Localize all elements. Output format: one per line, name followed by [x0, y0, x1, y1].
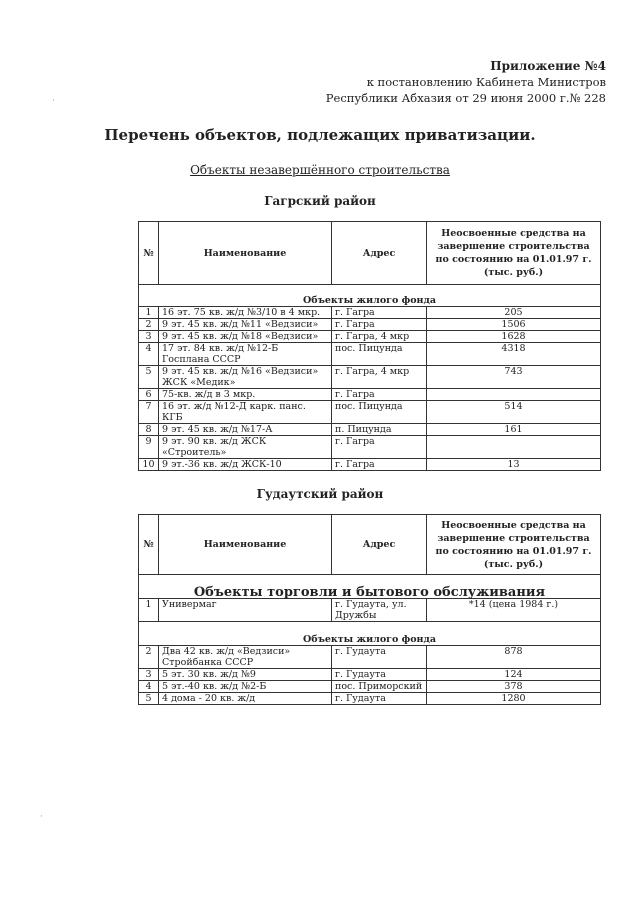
cell-name: 16 эт. ж/д №12-Д карк. панс. КГБ [159, 401, 332, 424]
table-row [139, 646, 601, 669]
table-row [139, 343, 601, 366]
cell-no: 7 [139, 401, 159, 424]
table-row [139, 669, 601, 681]
cell-name: Два 42 кв. ж/д «Ведзиси» Стройбанка СССР [159, 646, 332, 669]
cell-sum: 878 [427, 646, 601, 669]
cell-no: 1 [139, 307, 159, 319]
header-no: № [139, 515, 159, 575]
cell-address: г. Гудаута [332, 669, 427, 681]
page-title: Перечень объектов, подлежащих приватизации. [104, 126, 536, 144]
cell-no: 3 [139, 669, 159, 681]
cell-no: 5 [139, 366, 159, 389]
cell-no: 3 [139, 331, 159, 343]
cell-name: 75-кв. ж/д в 3 мкр. [159, 389, 332, 401]
cell-no: 8 [139, 424, 159, 436]
cell-no: 6 [139, 389, 159, 401]
cell-address: г. Гагра [332, 389, 427, 401]
cell-no: 4 [139, 681, 159, 693]
table-row [139, 693, 601, 705]
table-row [139, 319, 601, 331]
district-gudauta-title: Гудаутский район [256, 487, 384, 501]
gudauta-table [138, 514, 601, 705]
scan-mark: · [40, 812, 43, 822]
cell-sum: 1280 [427, 693, 601, 705]
cell-address: пос. Пицунда [332, 401, 427, 424]
section-housing: Объекты жилого фонда [139, 622, 601, 646]
cell-sum: 124 [427, 669, 601, 681]
scan-mark: · [52, 96, 55, 106]
table-row [139, 424, 601, 436]
cell-no: 10 [139, 459, 159, 471]
cell-sum: 4318 [427, 343, 601, 366]
cell-no: 2 [139, 319, 159, 331]
table-row [139, 389, 601, 401]
header-name: Наименование [159, 515, 332, 575]
cell-address: г. Гагра, 4 мкр [332, 366, 427, 389]
cell-sum: 1506 [427, 319, 601, 331]
section-housing: Объекты жилого фонда [139, 285, 601, 307]
table-header-row [139, 222, 601, 285]
section-row [139, 575, 601, 599]
table-row [139, 436, 601, 459]
table-row [139, 366, 601, 389]
cell-name: 16 эт. 75 кв. ж/д №3/10 в 4 мкр. [159, 307, 332, 319]
cell-no: 4 [139, 343, 159, 366]
cell-name: 17 эт. 84 кв. ж/д №12-Б Госплана СССР [159, 343, 332, 366]
section-trade: Объекты торговли и бытового обслуживания [139, 575, 601, 599]
cell-name: 5 эт. 30 кв. ж/д №9 [159, 669, 332, 681]
cell-sum [427, 389, 601, 401]
cell-address: г. Гудаута [332, 646, 427, 669]
appendix-block [326, 58, 606, 106]
header-address: Адрес [332, 515, 427, 575]
section-row [139, 285, 601, 307]
cell-address: г. Гагра [332, 319, 427, 331]
cell-address: г. Гудаута [332, 693, 427, 705]
header-sum: Неосвоенные средства на завершение строительства по состоянию на 01.01.97 г. (тыс. руб.) [427, 222, 601, 285]
cell-name: 9 эт. 90 кв. ж/д ЖСК «Строитель» [159, 436, 332, 459]
table-row [139, 331, 601, 343]
cell-address: г. Гагра, 4 мкр [332, 331, 427, 343]
cell-sum: 514 [427, 401, 601, 424]
table-row [139, 401, 601, 424]
cell-name: 9 эт. 45 кв. ж/д №18 «Ведзиси» [159, 331, 332, 343]
cell-address: пос. Пицунда [332, 343, 427, 366]
cell-address: пос. Приморский [332, 681, 427, 693]
cell-address: г. Гудаута, ул. Дружбы [332, 599, 427, 622]
table-header-row [139, 515, 601, 575]
cell-address: г. Гагра [332, 459, 427, 471]
cell-no: 1 [139, 599, 159, 622]
cell-sum: 1628 [427, 331, 601, 343]
cell-no: 2 [139, 646, 159, 669]
cell-sum: 378 [427, 681, 601, 693]
cell-name: Универмаг [159, 599, 332, 622]
table-row [139, 599, 601, 622]
table-row [139, 459, 601, 471]
cell-name: 9 эт. 45 кв. ж/д №16 «Ведзиси» ЖСК «Медик» [159, 366, 332, 389]
district-gagra-title: Гагрский район [264, 194, 376, 208]
gagra-table [138, 221, 601, 471]
header-sum: Неосвоенные средства на завершение строительства по состоянию на 01.01.97 г. (тыс. руб.) [427, 515, 601, 575]
cell-no: 9 [139, 436, 159, 459]
cell-sum: 13 [427, 459, 601, 471]
cell-address: п. Пицунда [332, 424, 427, 436]
cell-address: г. Гагра [332, 436, 427, 459]
page-subtitle: Объекты незавершённого строительства [190, 163, 450, 177]
table-row [139, 681, 601, 693]
cell-sum: *14 (цена 1984 г.) [427, 599, 601, 622]
cell-name: 9 эт. 45 кв. ж/д №11 «Ведзиси» [159, 319, 332, 331]
cell-sum: 161 [427, 424, 601, 436]
cell-no: 5 [139, 693, 159, 705]
cell-name: 4 дома - 20 кв. ж/д [159, 693, 332, 705]
cell-sum: 205 [427, 307, 601, 319]
header-address: Адрес [332, 222, 427, 285]
cell-sum: 743 [427, 366, 601, 389]
header-name: Наименование [159, 222, 332, 285]
table-row [139, 307, 601, 319]
section-row [139, 622, 601, 646]
appendix-number: Приложение №4 [490, 59, 606, 73]
appendix-resolution: к постановлению Кабинета Министров [366, 75, 606, 89]
cell-sum [427, 436, 601, 459]
header-no: № [139, 222, 159, 285]
cell-name: 5 эт.-40 кв. ж/д №2-Б [159, 681, 332, 693]
cell-name: 9 эт.-36 кв. ж/д ЖСК-10 [159, 459, 332, 471]
cell-address: г. Гагра [332, 307, 427, 319]
appendix-date: Республики Абхазия от 29 июня 2000 г.№ 228 [325, 91, 606, 105]
cell-name: 9 эт. 45 кв. ж/д №17-А [159, 424, 332, 436]
